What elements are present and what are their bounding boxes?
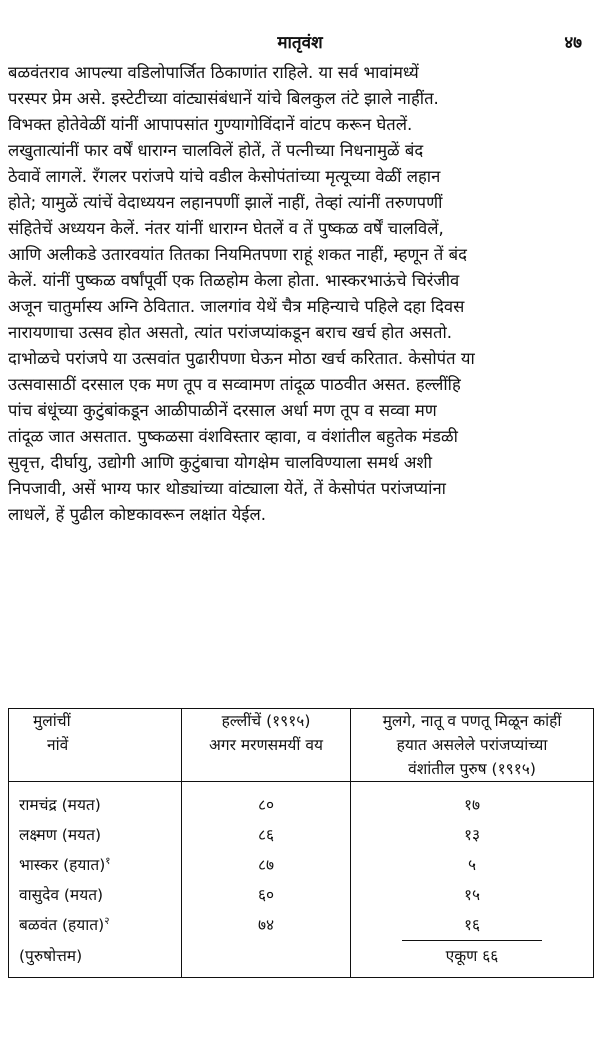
row-count: १७	[351, 782, 594, 821]
footer-name: (पुरुषोत्तम)	[9, 940, 182, 978]
text-line: अजून चातुर्मास्य अग्नि ठेवितात. जालगांव येथें चैत्र महिन्याचे पहिले दहा दिवस	[8, 297, 465, 316]
header-age: हल्लींचें (१९१५) अगर मरणसमयीं वय	[182, 709, 351, 782]
text-line: तांदूळ जात असतात. पुष्कळसा वंशविस्तार व्हावा, व वंशांतील बहुतेक मंडळी	[8, 427, 458, 446]
footnote-marker: १	[105, 855, 111, 867]
row-name: वासुदेव (मयत)	[9, 880, 182, 910]
text-line: सुवृत्त, दीर्घायु, उद्योगी आणि कुटुंबाचा योगक्षेम चालविण्याला समर्थ अशी	[8, 453, 432, 472]
table-row	[9, 820, 594, 850]
lineage-table	[8, 708, 594, 978]
row-name: बळवंत (हयात)$^२$	[9, 910, 182, 940]
text-line: बळवंतराव आपल्या वडिलोपार्जित ठिकाणांत राहिले. या सर्व भावांमध्यें	[8, 63, 419, 82]
row-age: ६०	[182, 880, 351, 910]
header-children-names: मुलांचीं नांवें	[9, 709, 182, 782]
lineage-table-container	[8, 708, 594, 1046]
text-line: आणि अलीकडे उतारवयांत तितका नियमितपणा राहूं शकत नाहीं, म्हणून तें बंद	[8, 245, 467, 264]
table-footer-row	[9, 940, 594, 978]
text-line: निपजावी, असें भाग्य फार थोड्यांच्या वांट्याला येतें, तें केसोपंत परांजप्यांना	[8, 479, 446, 498]
row-name: लक्ष्मण (मयत)	[9, 820, 182, 850]
text-line: विभक्त होतेवेळीं यांनीं आपापसांत गुण्यागोविंदानें वांटप करून घेतलें.	[8, 115, 413, 134]
table-row	[9, 850, 594, 880]
text-line: दाभोळचे परांजपे या उत्सवांत पुढारीपणा घेऊन मोठा खर्च करितात. केसोपंत या	[8, 349, 475, 368]
running-title: मातृवंश	[277, 33, 323, 53]
row-count: १६	[351, 910, 594, 940]
table-header-row	[9, 709, 594, 782]
table-row	[9, 880, 594, 910]
row-age: ७४	[182, 910, 351, 940]
row-age: ८७	[182, 850, 351, 880]
text-line: नारायणाचा उत्सव होत असतो, त्यांत परांजप्यांकडून बराच खर्च होत असतो.	[8, 323, 453, 342]
row-age: ८०	[182, 782, 351, 821]
table-row	[9, 910, 594, 940]
total-count: एकूण ६६	[445, 947, 499, 965]
page-header	[0, 30, 600, 54]
text-line: पांच बंधूंच्या कुटुंबांकडून आळीपाळीनें दरसाल अर्धा मण तूप व सव्वा मण	[8, 401, 437, 420]
text-line: संहितेचें अध्ययन केलें. नंतर यांनीं धाराग्न घेतलें व तें पुष्कळ वर्षें चालविलें,	[8, 219, 444, 238]
row-count: ५	[351, 850, 594, 880]
text-line: परस्पर प्रेम असे. इस्टेटीच्या वांट्यासंबंधानें यांचे बिलकुल तंटे झाले नाहींत.	[8, 89, 439, 108]
row-age: ८६	[182, 820, 351, 850]
body-paragraph	[8, 60, 594, 528]
text-line: लाधलें, हें पुढील कोष्टकावरून लक्षांत येईल.	[8, 505, 267, 524]
page-number: ४७	[564, 33, 582, 53]
text-line: होते; यामुळें त्यांचें वेदाध्ययन लहानपणीं झालें नाहीं, तेव्हां त्यांनीं तरुणपणीं	[8, 193, 443, 212]
total-cell	[351, 940, 594, 978]
row-name: रामचंद्र (मयत)	[9, 782, 182, 821]
row-count: १५	[351, 880, 594, 910]
text-line: उत्सवासाठीं दरसाल एक मण तूप व सव्वामण तांदूळ पाठवीत असत. हल्लींहि	[8, 375, 461, 394]
total-rule	[402, 940, 542, 941]
row-count: १३	[351, 820, 594, 850]
table-row	[9, 782, 594, 821]
text-line: ठेवावें लागलें. रँगलर परांजपे यांचे वडील केसोपंतांच्या मृत्यूच्या वेळीं लहान	[8, 167, 441, 186]
text-line: लखुतात्यांनीं फार वर्षें धाराग्न चालविलें होतें, तें पत्नीच्या निधनामुळें बंद	[8, 141, 424, 160]
header-descendants: मुलगे, नातू व पणतू मिळून कांहीं हयात असलेले परांजप्यांच्या वंशांतील पुरुष (१९१५)	[351, 709, 594, 782]
text-line: केलें. यांनीं पुष्कळ वर्षांपूर्वी एक तिळहोम केला होता. भास्करभाऊंचे चिरंजीव	[8, 271, 460, 290]
row-name: भास्कर (हयात)$^१$	[9, 850, 182, 880]
footnote-marker: २	[104, 915, 110, 927]
